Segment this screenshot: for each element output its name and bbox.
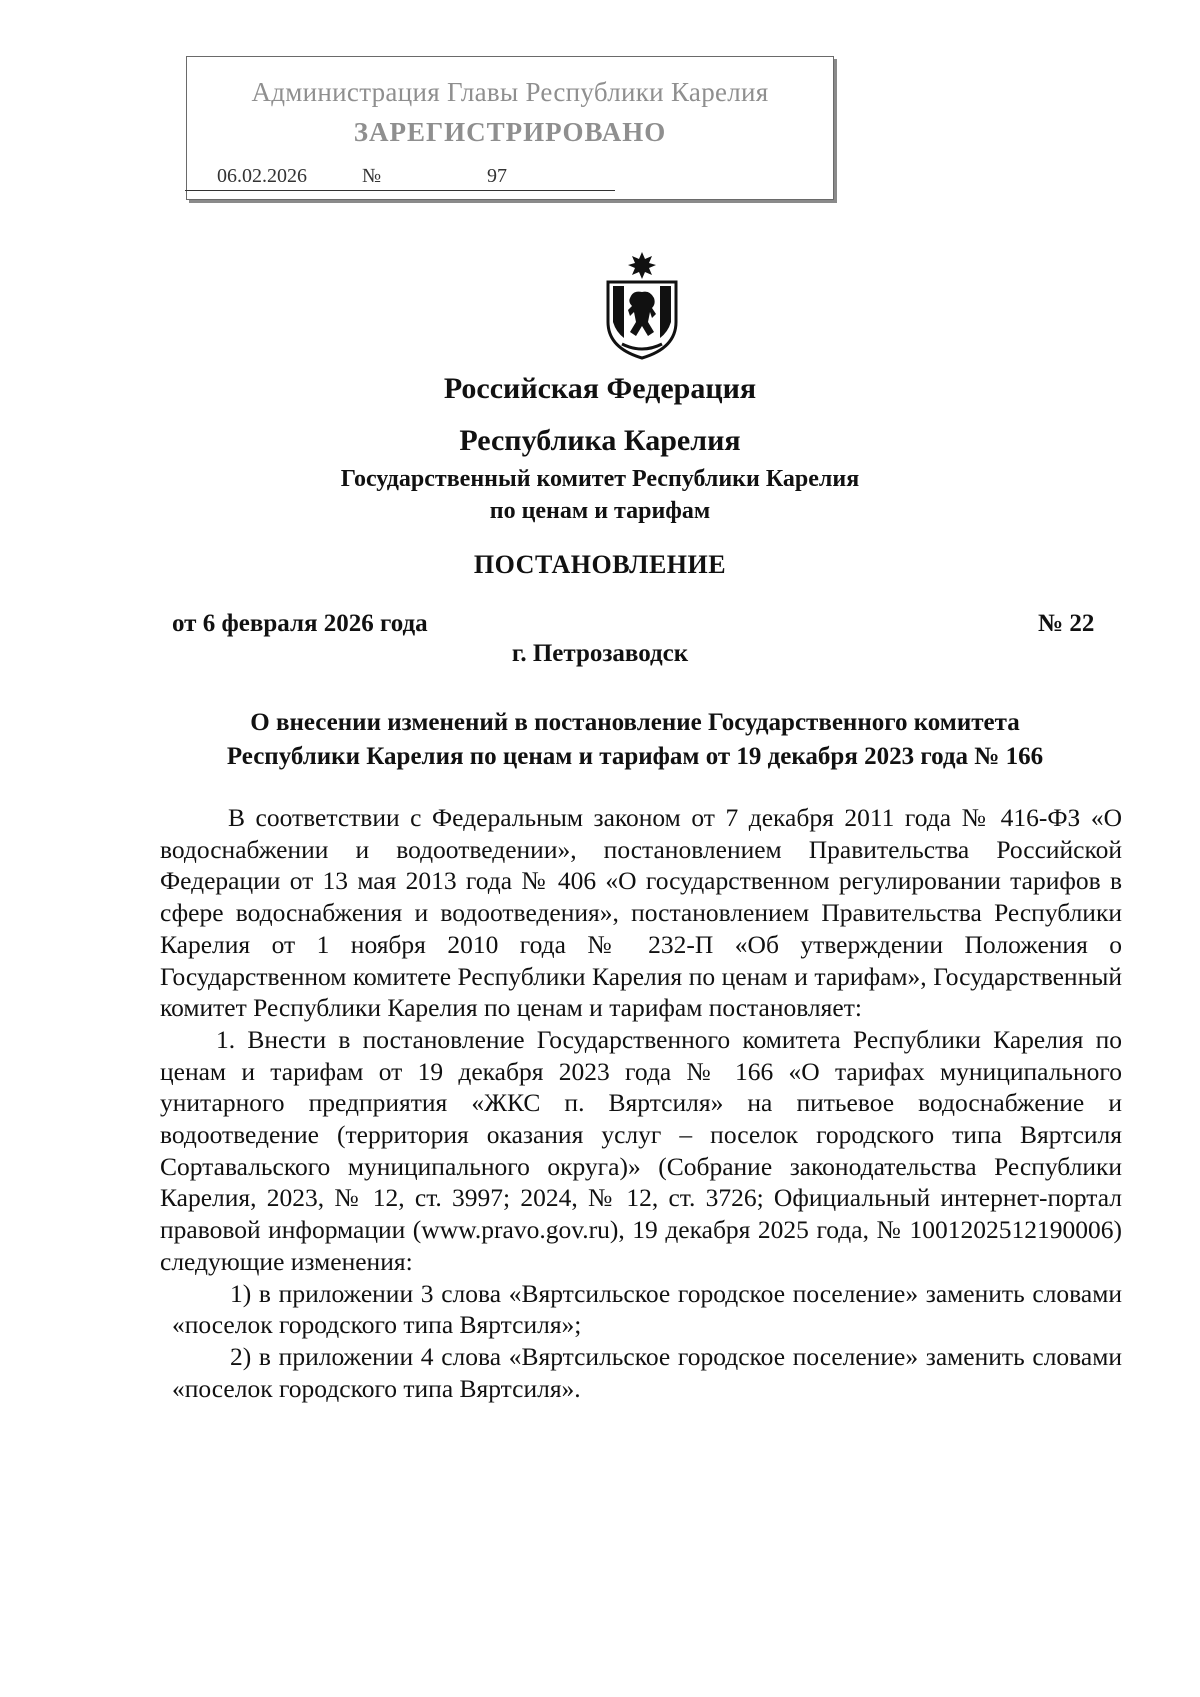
subitem-1-paragraph: 1) в приложении 3 слова «Вяртсильское городское поселение» заменить словами «поселок городского типа Вяртсиля»; bbox=[172, 1278, 1122, 1340]
document-subject bbox=[150, 706, 1120, 774]
stamp-status: ЗАРЕГИСТРИРОВАНО bbox=[353, 117, 667, 147]
document-number: № 22 bbox=[1038, 610, 1095, 637]
document-city: г. Петрозаводск bbox=[511, 640, 689, 667]
subject-line-2: Республики Карелия по ценам и тарифам от 19 декабря 2023 года № 166 bbox=[226, 743, 1044, 770]
stamp-organization: Администрация Главы Республики Карелия bbox=[251, 77, 769, 107]
country-name: Российская Федерация bbox=[443, 372, 757, 405]
document-date: от 6 февраля 2026 года bbox=[172, 610, 428, 637]
stamp-number-sign: № bbox=[362, 165, 382, 187]
subject-line-1: О внесении изменений в постановление Государственного комитета bbox=[250, 709, 1020, 736]
stamp-underline bbox=[185, 190, 615, 191]
item-1-paragraph: 1. Внести в постановление Государственного комитета Республики Карелия по ценам и тарифам от 19 декабря 2023 года № 166 «О тарифах муниципального унитарного предприятия «ЖКС п. Вяртсиля» на питьевое водоснабжение и водоотведение (территория оказания услуг – поселок городского типа Вяртсиля Сортавальского муниципального округа)» (Собрание законодательства Республики Карелия, 2023, № 12, ст. 3997; 2024, № 12, ст. 3726; Официальный интернет-портал правовой информации (www.pravo.gov.ru), 19 декабря 2025 года, № 1001202512190006) следующие изменения: bbox=[160, 1024, 1122, 1276]
stamp-number: 97 bbox=[487, 165, 507, 187]
preamble-paragraph: В соответствии с Федеральным законом от 7 декабря 2011 года № 416-ФЗ «О водоснабжении и водоотведении», постановлением Правительства Российской Федерации от 13 мая 2013 года № 406 «О государственном регулировании тарифов в сфере водоснабжения и водоотведения», постановлением Правительства Республики Карелия от 1 ноября 2010 года № 232-П «Об утверждении Положения о Государственном комитете Республики Карелия по ценам и тарифам», Государственный комитет Республики Карелия по ценам и тарифам постановляет: bbox=[160, 803, 1122, 1023]
document-type: ПОСТАНОВЛЕНИЕ bbox=[473, 550, 727, 579]
document-body bbox=[160, 802, 1122, 1404]
karelia-coat-of-arms-icon bbox=[600, 252, 684, 360]
committee-name bbox=[0, 463, 1200, 527]
subitem-2-paragraph: 2) в приложении 4 слова «Вяртсильское городское поселение» заменить словами «поселок городского типа Вяртсиля». bbox=[172, 1341, 1122, 1403]
stamp-date: 06.02.2026 bbox=[217, 165, 307, 187]
committee-line-1: Государственный комитет Республики Карелия bbox=[340, 466, 860, 492]
committee-line-2: по ценам и тарифам bbox=[489, 498, 711, 524]
registration-stamp bbox=[186, 56, 834, 200]
republic-name: Республика Карелия bbox=[459, 424, 741, 457]
